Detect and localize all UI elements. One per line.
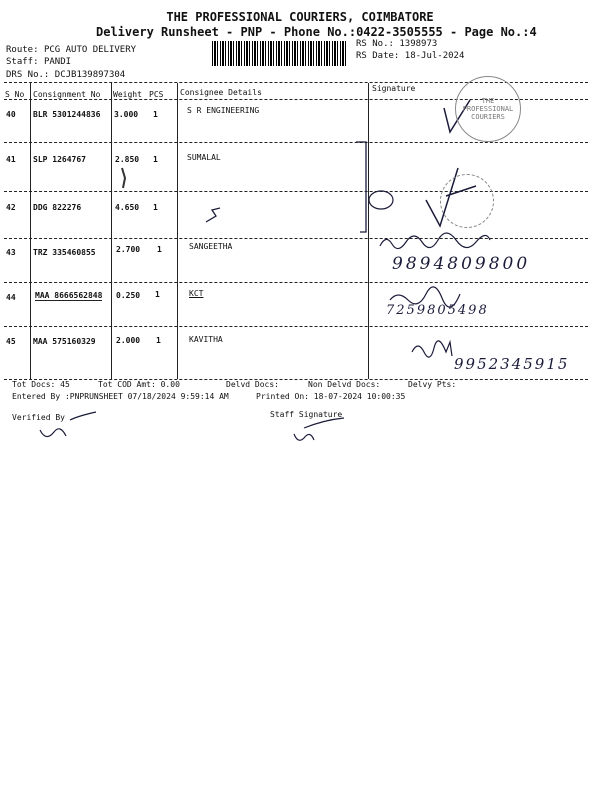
row-pcs: 1 (156, 336, 161, 345)
row-consignee: S R ENGINEERING (187, 106, 260, 115)
handwritten-phone: 9894809800 (392, 254, 531, 274)
route-value: PCG AUTO DELIVERY (43, 45, 137, 55)
faded-stamp (440, 174, 494, 228)
drs-value: DCJB139897304 (54, 70, 126, 80)
row-sno: 40 (6, 110, 16, 119)
row-consignee: KCT (189, 289, 204, 298)
company-stamp (455, 76, 521, 142)
staff-value: PANDI (43, 57, 72, 67)
rs-date-value: 18-Jul-2024 (404, 51, 465, 61)
row-sno: 45 (6, 337, 16, 346)
row-pcs: 1 (157, 245, 162, 254)
rs-date-label: RS Date: (356, 51, 400, 61)
total-cod-amount: Tot COD Amt: 0.00 (98, 380, 180, 389)
row-consignment: MAA 8666562848 (35, 291, 103, 300)
row-consignee: SUMALAL (187, 153, 221, 162)
row-pcs: 1 (155, 290, 160, 299)
total-docs: Tot Docs: 45 (12, 380, 70, 389)
handwritten-phone: 7259805498 (386, 303, 489, 318)
staff-label: Staff: (6, 57, 39, 67)
row-weight: 2.000 (116, 336, 141, 345)
entered-by: Entered By :PNPRUNSHEET 07/18/2024 9:59:14 AM (12, 392, 229, 401)
col-header-sno: S No (5, 90, 25, 99)
company-title: THE PROFESSIONAL COURIERS, COIMBATORE (166, 10, 434, 24)
rs-no-label: RS No.: (356, 39, 394, 49)
drs-label: DRS No.: (6, 70, 50, 80)
delivered-docs: Delvd Docs: (226, 380, 279, 389)
row-weight: 2.700 (116, 245, 141, 254)
verified-by-label: Verified By (12, 413, 65, 422)
col-header-weight: Weight (113, 90, 142, 99)
row-weight: 4.650 (115, 203, 140, 212)
row-sno: 43 (6, 248, 16, 257)
row-sno: 41 (6, 155, 16, 164)
row-consignee: SANGEETHA (189, 242, 233, 251)
route-label: Route: (6, 45, 39, 55)
row-consignment: SLP 1264767 (33, 155, 86, 164)
col-header-consignment: Consignment No (33, 90, 101, 99)
col-header-consignee: Consignee Details (180, 88, 262, 97)
row-consignee: KAVITHA (189, 335, 223, 344)
row-pcs: 1 (153, 155, 158, 164)
row-consignment: DDG 822276 (33, 203, 82, 212)
row-sno: 42 (6, 203, 16, 212)
row-sno: 44 (6, 293, 16, 302)
handwritten-phone: 9952345915 (454, 355, 570, 373)
staff-signature-label: Staff Signature (270, 410, 343, 419)
col-header-pcs: PCS (149, 90, 164, 99)
runsheet-title: Delivery Runsheet - PNP - Phone No.:0422-3505555 - Page No.:4 (96, 25, 537, 39)
row-weight: 2.850 (115, 155, 140, 164)
row-consignment: MAA 575160329 (33, 337, 96, 346)
col-header-signature: Signature (372, 84, 416, 93)
row-weight: 0.250 (116, 291, 141, 300)
stamp-text: THE PROFESSIONAL COURIERS (462, 97, 514, 121)
row-consignment: TRZ 335460855 (33, 248, 96, 257)
rs-no-value: 1398973 (399, 39, 438, 49)
printed-on: Printed On: 18-07-2024 10:00:35 (256, 392, 406, 401)
row-pcs: 1 (153, 203, 158, 212)
delivery-points: Delvy Pts: (408, 380, 457, 389)
non-delivered-docs: Non Delvd Docs: (308, 380, 381, 389)
row-pcs: 1 (153, 110, 158, 119)
row-weight: 3.000 (114, 110, 139, 119)
row-consignment: BLR 5301244836 (33, 110, 101, 119)
